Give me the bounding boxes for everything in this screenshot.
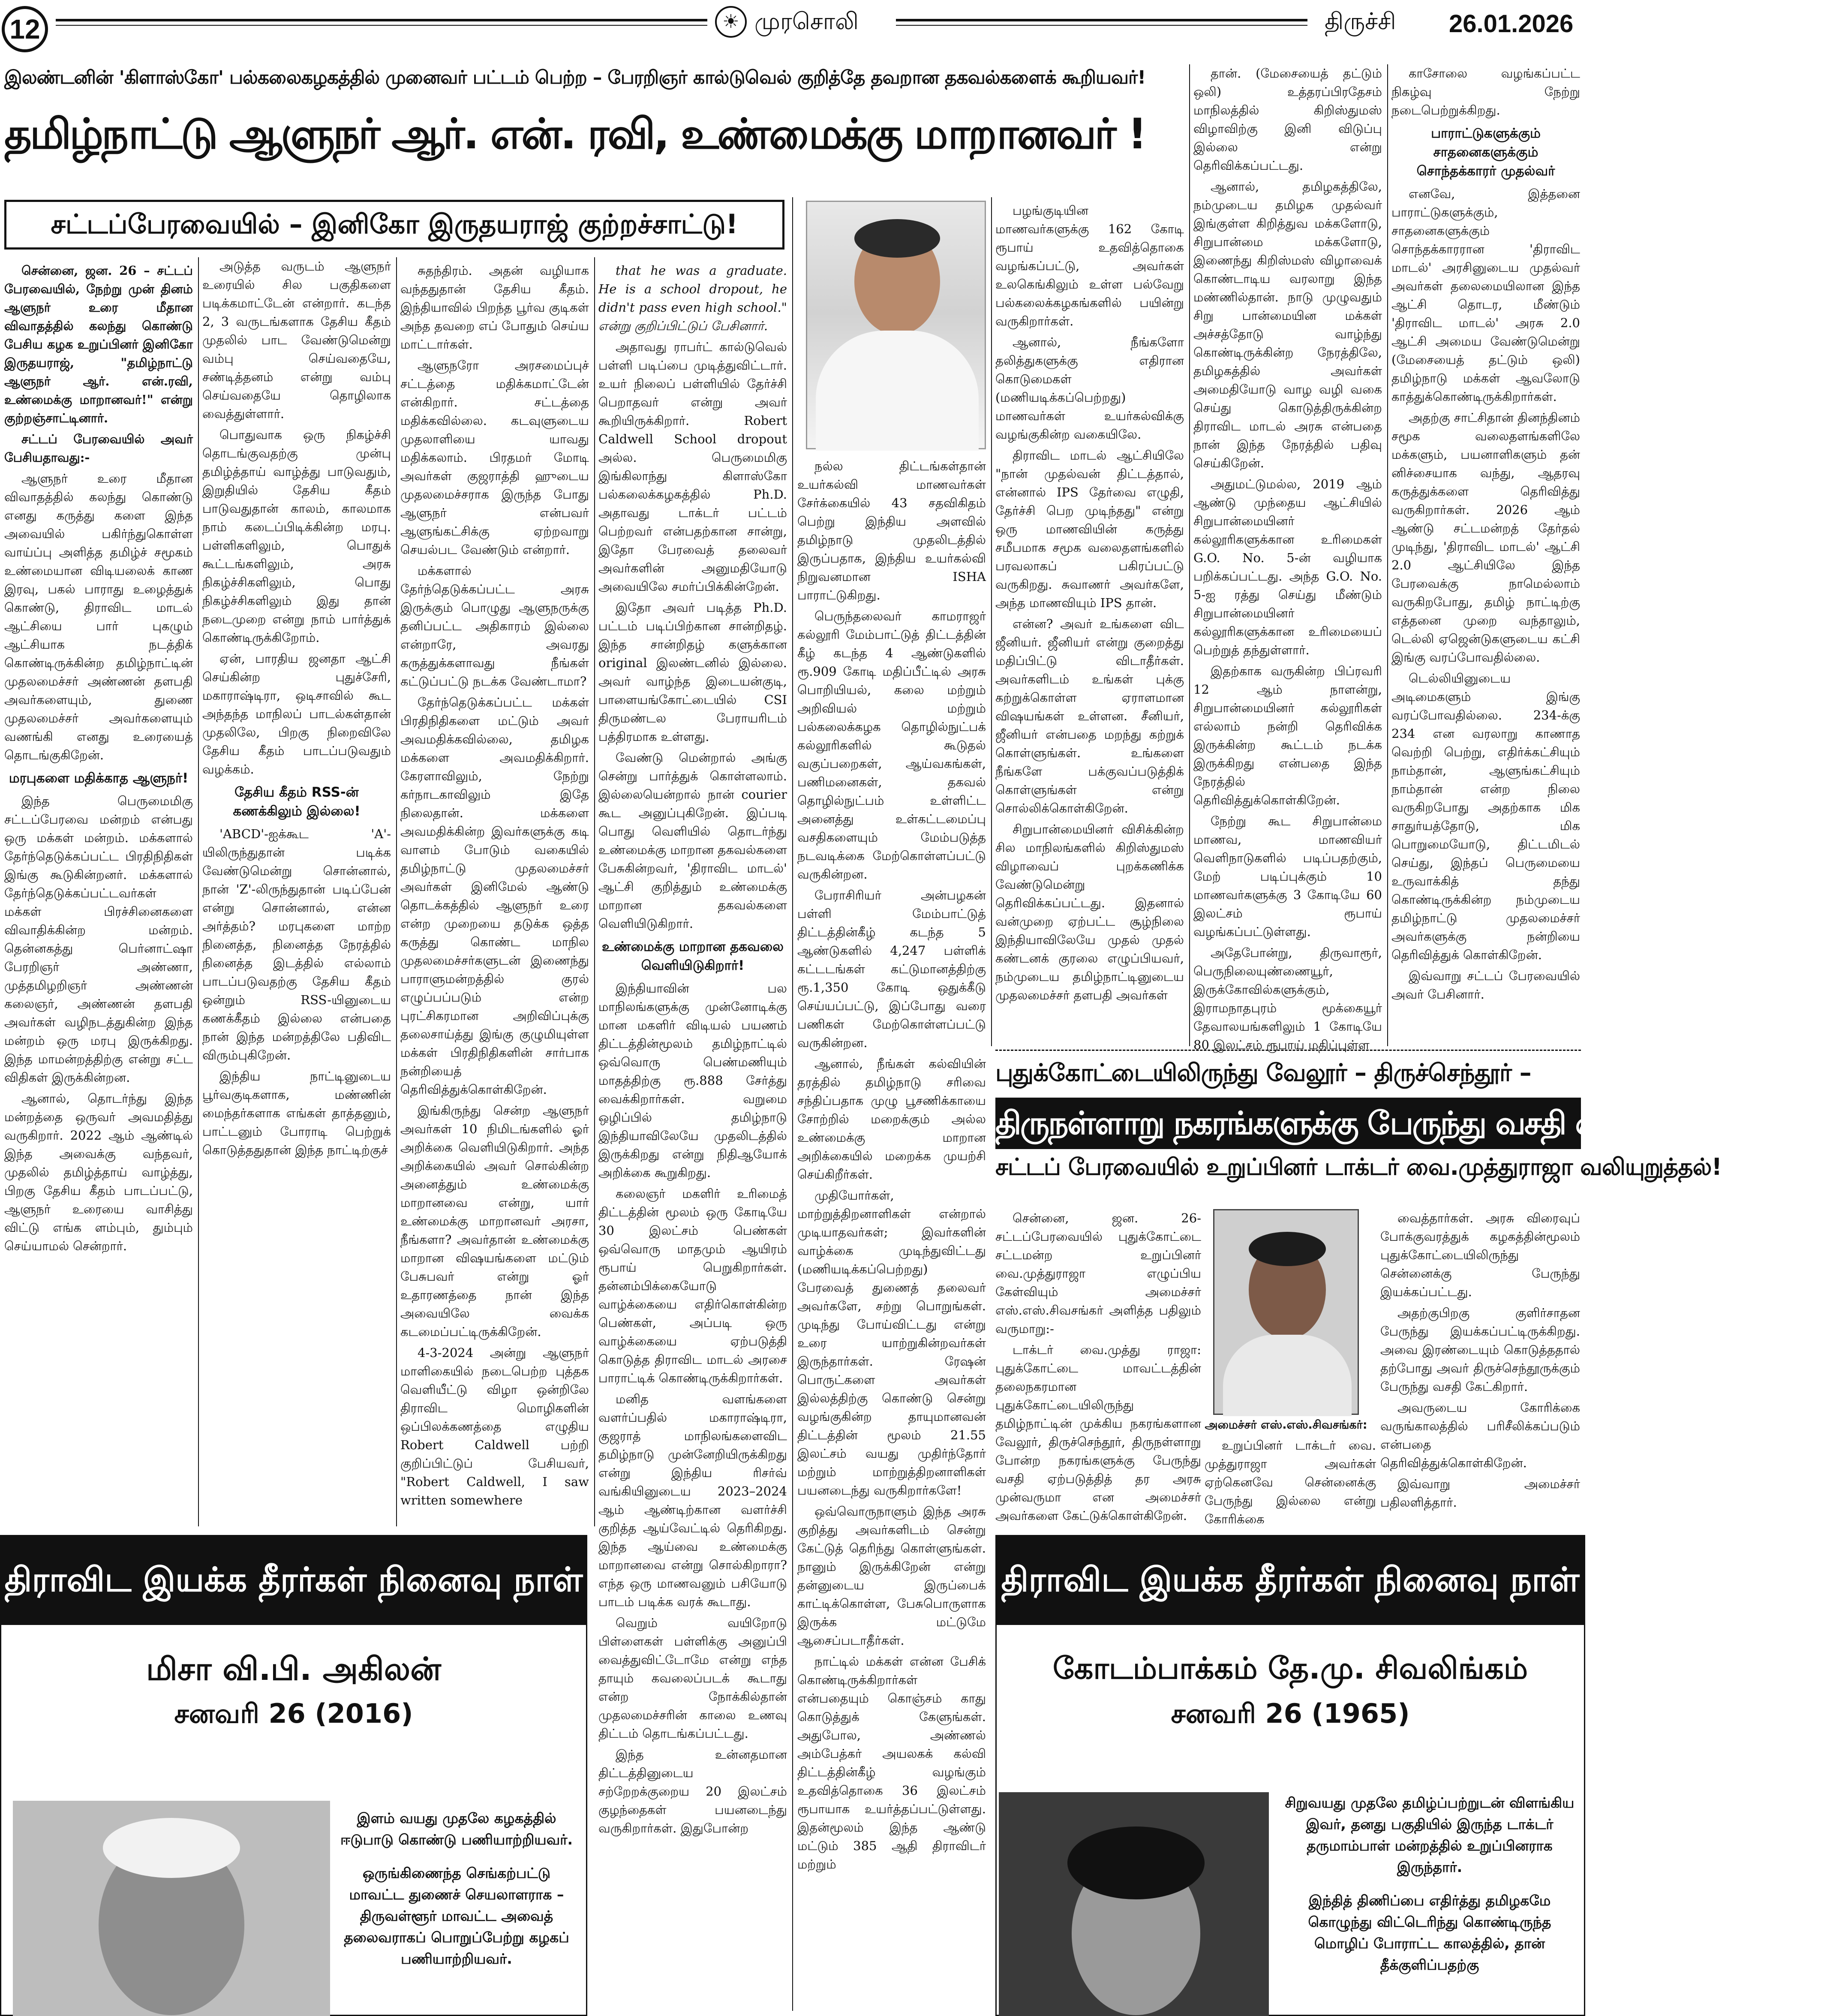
second-col-2-para-4: இவ்வாறு அமைச்சர் பதிலளித்தார். <box>1380 1477 1580 1510</box>
main-col-2-para-1: அடுத்த வருடம் ஆளுநர் உரையில் சில பகுதிகளை படிக்கமாட்டேன் என்றார். கடந்த 2, 3 வருடங்களாக தேசிய கீதம் முதலில் பாட வேண்டுமென்று வம்பு செய்வதையே, சண்டித்தனம் என்று வம்பு செய்வதையே தொழிலாக வைத்துள்ளார். <box>202 259 391 421</box>
main-col-2-subhead: தேசிய கீதம் RSS-ன் கணக்கிலும் இல்லை! <box>233 785 361 819</box>
main-col-8-subhead: பாராட்டுகளுக்கும் சாதனைகளுக்கும் சொந்தக்காரர் முதல்வர் <box>1416 126 1555 179</box>
main-col-4 <box>598 262 787 2011</box>
main-col-4-para-4: வேண்டு மென்றால் அங்கு சென்று பார்த்துக் கொள்ளலாம். இல்லையென்றால் நான் courier கூட அனுப்புகிறேன். இப்படி பொது வெளியில் தொடர்ந்து உண்மைக்கு மாறான தகவல்களை பேசுகின்றவர், 'திராவிட மாடல்' ஆட்சி குறித்தும் உண்மைக்கு மாறான தகவல்களை வெளியிடுகிறார். <box>598 750 787 931</box>
memorial-right-date: சனவரி 26 (1965) <box>1171 1698 1410 1729</box>
main-col-8-para-3: அதற்கு சாட்சிதான் தினந்தினம் சமூக வலைதளங்களிலே மக்களும், பயனாளிகளும் தன் னிச்சையாக வந்து, ஆதரவு கருத்துக்களை தெரிவித்து வருகிறார்கள். 2026 ஆம் ஆண்டு சட்டமன்றத் தேர்தல் முடிந்து, 'திராவிட மாடல்' ஆட்சி 2.0 ஆட்சியிலே இந்த பேரவைக்கு நாமெல்லாம் வருகிறபோது, தமிழ் நாட்டிற்கு எத்தனை முறை வந்தாலும், டெல்லி ஏஜென்டுகளுடைய கட்சி இங்கு வரப்போவதில்லை. <box>1391 410 1580 665</box>
main-col-5-para-2: பெருந்தலைவர் காமராஜர் கல்லூரி மேம்பாட்டுத் திட்டத்தின் கீழ் கடந்த 4 ஆண்டுகளில் ரூ.909 கோடி மதிப்பீட்டில் அரசு பொறியியல், கலை மற்றும் அறிவியல் மற்றும் பல்கலைக்கழக தொழில்நுட்பக் கல்லூரிகளில் கூடுதல் வகுப்பறைகள், ஆய்வகங்கள், பணிமனைகள், தகவல் தொழில்நுட்பம் உள்ளிட்ட அனைத்து உள்கட்டமைப்பு வசதிகளையும் மேம்படுத்த நடவடிக்கை மேற்கொள்ளப்பட்டு வருகின்றன. <box>797 609 986 882</box>
main-col-2-para-3: ஏன், பாரதிய ஜனதா ஆட்சி செய்கின்ற புதுச்சேரி, மகாராஷ்டிரா, ஒடிசாவில் கூட அந்தந்த மாநிலப் பாடல்கள்தான் முதலிலே, பிறகு நிறைவிலே தேசிய கீதம் பாடப்படுவதும் வழக்கம். <box>202 651 391 776</box>
second-story-subhead: சட்டப் பேரவையில் உறுப்பினர் டாக்டர் வை.முத்துராஜா வலியுறுத்தல்! <box>995 1153 1722 1180</box>
main-col-7 <box>1193 64 1382 1052</box>
main-col-6-para-3: திராவிட மாடல் ஆட்சியிலே "நான் முதல்வன் திட்டத்தால், என்னால் IPS தேர்வை எழுதி, தேர்ச்சி பெற முடிந்தது" என்று ஒரு மாணவியின் கருத்து சமீபமாக சமூக வலைதளங்களில் பரவலாகப் பகிரப்பட்டு வருகிறது. சுவாணர் அவர்களே, அந்த மாணவியும் IPS தான். <box>995 448 1184 610</box>
memorial-left-banner: திராவிட இயக்க தீரர்கள் நினைவு நாள் <box>0 1535 587 1625</box>
column-divider <box>396 257 397 1526</box>
photo-shirt-shape <box>1223 1335 1352 1416</box>
main-col-7-para-6: அதேபோன்று, திருவாரூர், பெருநிலையுண்ணையூர், இருக்கோவில்களுக்கும், இராமநாதபுரம் மூக்கையூர் தேவாலயங்களிலும் 1 கோடியே 80 இலட்சம் ரூபாய் மதிப்புள்ள <box>1193 945 1382 1052</box>
masthead-rule-right <box>896 19 1307 21</box>
main-col-1 <box>4 262 193 1522</box>
main-col-7-para-4: இதற்காக வருகின்ற பிப்ரவரி 12 ஆம் நாளன்று, சிறுபான்மையினர் கல்லூரிகள் எல்லாம் நன்றி தெரிவிக்க இருக்கின்ற கூட்டம் நடக்க இருக்கிறது என்பதை இந்த நேரத்தில் தெரிவித்துக்கொள்கிறேன். <box>1193 664 1382 807</box>
main-col-5-para-1: நல்ல திட்டங்கள்தான் உயர்கல்வி மாணவர்கள் சேர்க்கையில் 43 சதவிகிதம் பெற்று இந்திய அளவில் தமிழ்நாடு முதலிடத்தில் இருப்பதாக, இந்திய உயர்கல்வி நிறுவனமான ISHA பாராட்டுகிறது. <box>797 459 986 602</box>
main-col-5-para-7: நாட்டில் மக்கள் என்ன பேசிக் கொண்டிருக்கிறார்கள் என்பதையும் கொஞ்சம் காது கொடுத்துக் கேளுங்கள். அதுபோல, அண்ணல் அம்பேத்கர் அயலகக் கல்வி திட்டத்தின்கீழ் வழங்கும் உதவித்தொகை 36 இலட்சம் ரூபாயாக உயர்த்தப்பட்டுள்ளது. இதன்மூலம் இந்த ஆண்டு மட்டும் 385 ஆதி திராவிடர் மற்றும் <box>797 1654 986 1872</box>
memorial-left-line-2: ஒருங்கிணைந்த செங்கற்பட்டு மாவட்ட துணைச் செயலாளராக – திருவள்ளூர் மாவட்ட அவைத் தலைவராகப் பொறுப்பேற்று கழகப் பணியாற்றியவர். <box>344 1865 569 1967</box>
second-col-2-para-1: வைத்தார்கள். அரசு விரைவுப் போக்குவரத்துக் கழகத்தின்மூலம் புதுக்கோட்டையிலிருந்து சென்னைக்கு பேருந்து இயக்கப்பட்டது. <box>1380 1211 1580 1299</box>
main-col-4-para-5: இந்தியாவின் பல மாநிலங்களுக்கு முன்னோடிக்கு மான மகளிர் விடியல் பயணம் திட்டத்தின்மூலம் தமிழ்நாட்டில் ஒவ்வொரு பெண்மணியும் மாதத்திற்கு ரூ.888 சேர்த்து வைக்கிறார்கள். வறுமை ஒழிப்பில் தமிழ்நாடு இந்தியாவிலேயே முதலிடத்தில் இருக்கிறது என்று நிதிஆயோக் அறிக்கை கூறுகிறது. <box>598 981 787 1180</box>
main-col-5-para-3: பேராசிரியர் அன்பழகன் பள்ளி மேம்பாட்டுத் திட்டத்தின்கீழ் கடந்த 5 ஆண்டுகளில் 4,247 பள்ளிக் கட்டடங்கள் கட்டுமானத்திற்கு ரூ.1,350 கோடி ஒதுக்கீடு செய்யப்பட்டு, இப்போது வரை பணிகள் மேற்கொள்ளப்பட்டு வருகின்றன. <box>797 888 986 1050</box>
memorial-left-portrait <box>13 1801 330 2016</box>
memorial-right-line-2: இந்தித் திணிப்பை எதிர்த்து தமிழகமே கொழுந்து விட்டெரிந்து கொண்டிருந்த மொழிப் போராட்ட காலத்தில், தான் தீக்குளிப்பதற்கு <box>1308 1892 1551 1973</box>
main-col-4-para-6: கலைஞர் மகளிர் உரிமைத் திட்டத்தின் மூலம் ஒரு கோடியே 30 இலட்சம் பெண்கள் ஒவ்வொரு மாதமும் ஆயிரம் ரூபாய் பெறுகிறார்கள். தன்னம்பிக்கையோடு வாழ்க்கையை எதிர்கொள்கின்ற பெண்கள், அப்படி ஒரு வாழ்க்கையை ஏற்படுத்தி கொடுத்த திராவிட மாடல் அரசை பாராட்டிக் கொண்டிருக்கிறார்கள். <box>598 1186 787 1385</box>
second-col-1-para-1: சென்னை, ஜன. 26- சட்டப்பேரவையில் புதுக்கோட்டை சட்டமன்ற உறுப்பினர் வை.முத்துராஜா எழுப்பிய கேள்வியும் அமைச்சர் எஸ்.எஸ்.சிவசங்கர் அளித்த பதிலும் வருமாறு:- <box>995 1211 1201 1336</box>
main-col-3-para-5: இங்கிருந்து சென்ற ஆளுநர் அவர்கள் 10 நிமிடங்களில் ஓர் அறிக்கை வெளியிடுகிறார். அந்த அறிக்கையில் அவர் சொல்கின்ற அனைத்தும் உண்மைக்கு மாறானவை என்று, யார் உண்மைக்கு மாறானவர் அரசா, நீங்களா? அவர்தான் உண்மைக்கு மாறான விஷயங்களை மட்டும் பேசுபவர் என்று ஓர் உதாரணத்தை நான் இந்த அவையிலே வைக்க கடமைப்பட்டிருக்கிறேன். <box>400 1103 589 1339</box>
main-col-8 <box>1391 64 1580 1046</box>
memorial-left-date: சனவரி 26 (2016) <box>174 1698 413 1729</box>
rising-sun-logo-icon: ☀ <box>715 6 747 38</box>
main-col-8-para-2: எனவே, இத்தனை பாராட்டுகளுக்கும், சாதனைகளுக்கும் சொந்தக்காரரான 'திராவிட மாடல்' அரசினுடைய முதல்வர் அவர்கள் தலைமையிலான இந்த ஆட்சி தொடர, மீண்டும் 'திராவிட மாடல்' அரசு 2.0 ஆட்சி அமைய வேண்டுமென்று (மேசையைத் தட்டும் ஒலி) தமிழ்நாடு மக்கள் ஆவலோடு காத்துக்கொண்டிருக்கிறார்கள். <box>1391 187 1580 404</box>
second-story-kicker: புதுக்கோட்டையிலிருந்து வேலூர் – திருச்செந்தூர் – <box>995 1059 1531 1087</box>
column-divider <box>594 257 595 1526</box>
mla-photo-caption: அமைச்சர் எஸ்.எஸ்.சிவசங்கர்: <box>1205 1418 1367 1432</box>
column-divider <box>991 197 992 1046</box>
second-col-2-para-2: அதற்குபிறகு குளிர்சாதன பேருந்து இயக்கப்பட்டிருக்கிறது. அவை இரண்டையும் கொடுத்ததால் தற்போது அவர் திருச்செந்தூருக்கும் பேருந்து வசதி கேட்கிறார். <box>1380 1306 1580 1394</box>
column-divider <box>1189 64 1190 1046</box>
column-divider <box>1387 64 1388 1046</box>
main-col-2-para-4: 'ABCD'-ஐக்கூட 'A'-யிலிருந்துதான் படிக்க வேண்டுமென்று சொன்னால், நான் 'Z'-லிருந்துதான் படிப்பேன் என்று சொன்னால், என்ன அர்த்தம்? மரபுகளை மாற்ற நினைத்த, நினைத்த நேரத்தில் நினைத்த இடத்தில் எல்லாம் பாடப்படுவதற்கு தேசிய கீதம் ஒன்றும் RSS-யினுடைய கணக்கீதம் இல்லை என்பதை நான் இந்த மன்றத்திலே பதிவிட விரும்புகிறேன். <box>202 827 391 1062</box>
mla-photo <box>1213 1209 1359 1415</box>
memorial-left-text <box>334 1808 579 1982</box>
main-col-4-para-9: இந்த உன்னதமான திட்டத்தினுடைய சற்றேறக்குறைய 20 இலட்சம் குழந்தைகள் பயனடைந்து வருகிறார்கள். இதுபோன்ற <box>598 1747 787 1835</box>
main-col-6-para-2: ஆனால், நீங்களோ தலித்துகளுக்கு எதிரான கொடுமைகள் (மணியடிக்கப்பெற்றது) மாணவர்கள் உயர்கல்விக்கு வழங்குகின்ற வகையிலே. <box>995 335 1184 442</box>
main-col-4-para-8: வெறும் வயிறோடு பிள்ளைகள் பள்ளிக்கு அனுப்பி வைத்துவிட்டோமே என்று எந்த தாயும் கவலைப்படக் கூடாது என்ற நோக்கில்தான் முதலமைச்சரின் காலை உணவு திட்டம் தொடங்கப்பட்டது. <box>598 1616 787 1741</box>
main-story-kicker: இலண்டனின் 'கிளாஸ்கோ' பல்கலைகழகத்தில் முனைவர் பட்டம் பெற்ற – பேரறிஞர் கால்டுவெல் குறித்தே தவறான தகவல்களைக் கூறியவர்! <box>4 67 1146 88</box>
main-col-4-para-7: மனித வளங்களை வளர்ப்பதில் மகாராஷ்டிரா, குஜராத் மாநிலங்களைவிட தமிழ்நாடு முன்னேறியிருக்கிறது என்று இந்திய ரிசர்வ் வங்கியினுடைய 2023–2024 ஆம் ஆண்டிற்கான வளர்ச்சி குறித்த ஆய்வேட்டில் தெரிகிறது. இந்த ஆய்வை உண்மைக்கு மாறானவை என்று சொல்கிறாரா? எந்த ஒரு மாணவனும் பசியோடு பாடம் படிக்க வரக் கூடாது. <box>598 1392 787 1609</box>
memorial-left-line-1: இளம் வயது முதலே கழகத்தில் ஈடுபாடு கொண்டு பணியாற்றியவர். <box>340 1810 573 1848</box>
main-col-4-para-3: இதோ அவர் படித்த Ph.D. பட்டம் படிப்பிற்கான சான்றிதழ். இந்த சான்றிதழ் களுக்கான original இலண்டனில் இல்லை. அவர் வாழ்ந்த இடையன்குடி, பாளையங்கோட்டையில் CSI திருமண்டல பேராயரிடம் பத்திரமாக உள்ளது. <box>598 600 787 744</box>
photo-hair-shape <box>854 219 940 258</box>
portrait-hair-shape <box>1067 1826 1205 1899</box>
main-story-subhead: சட்டப்பேரவையில் – இனிகோ இருதயராஜ் குற்றச்சாட்டு! <box>4 200 784 250</box>
issue-date: 26.01.2026 <box>1449 10 1574 38</box>
main-col-7-para-5: நேற்று கூட சிறுபான்மை மாணவ, மாணவியர் வெளிநாடுகளில் படிப்பதற்கும், மேற் படிப்புக்கும் 10 மாணவர்களுக்கு 3 கோடியே 60 இலட்சம் ரூபாய் வழங்கப்பட்டுள்ளது. <box>1193 814 1382 939</box>
main-col-2-para-5: இந்திய நாட்டினுடைய பூர்வகுடிகளாக, மண்ணின் மைந்தர்களாக எங்கள் தாத்தனும், பாட்டனும் போராடி பெற்றுக் கொடுத்ததுதான் இந்த நாட்டிற்குச் <box>202 1069 391 1157</box>
main-col-3-para-1: சுதந்திரம். அதன் வழியாக வந்ததுதான் தேசிய கீதம். இந்தியாவில் பிறந்த பூர்வ குடிகள் அந்த தவறை எப் போதும் செய்ய மாட்டார்கள். <box>400 263 589 352</box>
page-number: 12 <box>2 6 48 52</box>
main-col-6 <box>995 202 1184 1046</box>
paper-name: முரசொலி <box>754 8 859 35</box>
masthead-rule-left <box>56 19 707 21</box>
main-col-1-para-5: ஆனால், தொடர்ந்து இந்த மன்றத்தை ஒருவர் அவமதித்து வருகிறார். 2022 ஆம் ஆண்டில் இந்த அவைக்கு வந்தவர், முதலில் தமிழ்த்தாய் வாழ்த்து, பிறகு தேசிய கீதம் பாடப்பட்டு, ஆளுநர் உரையை வாசித்து விட்டு எங்க ளம்பும், தும்பும் செய்யாமல் சென்றார். <box>4 1091 193 1253</box>
politician-photo <box>806 201 986 449</box>
main-col-3-para-4: தேர்ந்தெடுக்கப்பட்ட மக்கள் பிரதிநிதிகளை மட்டும் அவர் அவமதிக்கவில்லை, தமிழக மக்களை அவமதிக்கிறார். கேரளாவிலும், நேற்று கர்நாடகாவிலும் இதே நிலைதான். மக்களை அவமதிக்கின்ற இவர்களுக்கு கடி வாளம் போடும் வகையில் தமிழ்நாட்டு முதலமைச்சர் அவர்கள் இனிமேல் ஆண்டு தொடக்கத்தில் ஆளுநர் உரை என்ற முறையை தடுக்க ஒத்த கருத்து கொண்ட மாநில முதலமைச்சர்களுடன் இணைந்து பாராளுமன்றத்தில் குரல் எழுப்பப்படும் என்ற புரட்சிகரமான அறிவிப்புக்கு தலைசாய்த்து இங்கு குழுமியுள்ள மக்கள் பிரதிநிதிகளின் சார்பாக நன்றியைத் தெரிவித்துக்கொள்கிறேன். <box>400 695 589 1097</box>
main-col-2 <box>202 202 391 1522</box>
main-col-1-para-3: ஆளுநர் உரை மீதான விவாதத்தில் கலந்து கொண்டு எனது கருத்து களை இந்த அவையில் பகிர்ந்துகொள்ள வாய்ப்பு அளித்த தமிழ்ச் சமூகம் உண்மையான விடியலைக் காண இரவு, பகல் பாராது உழைத்துக் கொண்டு, திராவிட மாடல் ஆட்சியை பார் புகழும் ஆட்சியாக நடத்திக் கொண்டிருக்கின்ற தமிழ்நாட்டின் முதலமைச்சர் அண்ணன் தளபதி அவர்களையும், துணை முதலமைச்சர் அவர்களையும் வணங்கி எனது உரையைத் தொடங்குகிறேன். <box>4 471 193 762</box>
main-col-3-para-6: 4-3-2024 அன்று ஆளுநர் மாளிகையில் நடைபெற்ற புத்தக வெளியீட்டு விழா ஒன்றிலே திராவிட மொழிகளின் ஒப்பிலக்கணத்தை எழுதிய Robert Caldwell பற்றி குறிப்பிட்டுப் பேசியவர், "Robert Caldwell, I saw written somewhere <box>400 1345 589 1507</box>
main-col-3-para-2: ஆளுநரோ அரசமைப்புச் சட்டத்தை மதிக்கமாட்டேன் என்கிறார். சட்டத்தை மதிக்கவில்லை. கடவுளுடைய முதலாளியை யாவது மதிக்கலாம். பிரதமர் மோடி அவர்கள் குஜராத்தி ஹுடைய முதலமைச்சராக இருந்த போது ஆளுநர் என்பவர் ஆளுங்கட்சிக்கு ஏற்றவாறு செயல்பட வேண்டும் என்றார். <box>400 358 589 557</box>
column-divider <box>198 257 199 1526</box>
memorial-right-portrait <box>999 1792 1269 2016</box>
memorial-right-banner: திராவிட இயக்க தீரர்கள் நினைவு நாள் <box>995 1535 1585 1625</box>
main-col-4-para-2: அதாவது ராபர்ட் கால்டுவெல் பள்ளி படிப்பை முடித்துவிட்டார். உயர் நிலைப் பள்ளியில் தேர்ச்சி பெறாதவர் என்று அவர் கூறியிருக்கிறார். Robert Caldwell School dropout அல்ல. பெருமைமிகு இங்கிலாந்து கிளாஸ்கோ பல்கலைக்கழகத்தில் Ph.D. அதாவது டாக்டர் பட்டம் பெற்றவர் என்பதற்கான சான்று, இதோ பேரவைத் தலைவர் அவர்களின் அனுமதியோடு அவையிலே சமர்ப்பிக்கின்றேன். <box>598 340 787 594</box>
second-col-2-para-3: அவருடைய கோரிக்கை வருங்காலத்தில் பரிசீலிக்கப்படும் என்பதை தெரிவித்துக்கொள்கிறேன். <box>1380 1400 1580 1470</box>
main-col-5 <box>797 457 986 2009</box>
main-col-4-para-1: that he was a graduate. He is a school dropout, he didn't pass even high school." என்று குறிப்பிட்டுப் பேசினார். <box>598 263 787 333</box>
main-col-1-para-2: சட்டப் பேரவையில் அவர் பேசியதாவது:- <box>4 432 193 465</box>
main-col-6-para-5: சிறுபான்மையினர் விசிக்கின்ற சில மாநிலங்களில் கிறிஸ்துமஸ் விழாவைப் புறக்கணிக்க வேண்டுமென்று தெரிவிக்கப்பட்டது. இதனால் வன்முறை ஏற்பட்ட சூழ்நிலை இந்தியாவிலேயே முதல் முதல் கண்டனக் குரலை எழுப்பியவர், நம்முடைய தமிழ்நாட்டினுடைய முதலமைச்சர் தளபதி அவர்கள் <box>995 822 1184 1002</box>
main-col-1-subhead: மரபுகளை மதிக்காத ஆளுநர்! <box>9 770 189 786</box>
second-col-1-para-2: டாக்டர் வை.முத்து ராஜா: புதுக்கோட்டை மாவட்டத்தின் தலைநகரமான புதுக்கோட்டையிலிருந்து தமிழ்நாட்டின் முக்கிய நகரங்களான வேலூர், திருச்செந்தூர், திருநள்ளாறு போன்ற நகரங்களுக்கு பேருந்து வசதி ஏற்படுத்தித் தர அரசு முன்வருமா என அமைச்சர் அவர்களை கேட்டுக்கொள்கிறேன். <box>995 1342 1201 1523</box>
memorial-right-name: கோடம்பாக்கம் தே.மு. சிவலிங்கம் <box>1052 1651 1528 1686</box>
main-col-1-para-1: சென்னை, ஜன. 26 – சட்டப் பேரவையில், நேற்று முன் தினம் ஆளுநர் உரை மீதான விவாதத்தில் கலந்து கொண்டு பேசிய கழக உறுப்பினர் இனிகோ இருதயராஜ், "தமிழ்நாட்டு ஆளுநர் ஆர். என்.ரவி, உண்மைக்கு மாறானவர்!" என்று குற்றஞ்சாட்டினார். <box>4 263 193 425</box>
second-col-3-para-1: உறுப்பினர் டாக்டர் வை. முத்துராஜா அவர்கள் ஏற்கெனவே சென்னைக்கு பேருந்து இல்லை என்று கோரிக்கை <box>1205 1438 1376 1526</box>
memorial-left-name: மிசா வி.பி. அகிலன் <box>146 1651 441 1688</box>
column-divider <box>792 197 793 2011</box>
photo-shirt-shape <box>816 331 979 451</box>
main-col-8-para-5: இவ்வாறு சட்டப் பேரவையில் அவர் பேசினார். <box>1391 969 1580 1002</box>
main-col-1-para-4: இந்த பெருமைமிகு சட்டப்பேரவை மன்றம் என்பது ஒரு மக்கள் மன்றம். மக்களால் தேர்ந்தெடுக்கப்பட்ட பிரதிநிதிகள் இங்கு கூடுகின்றனர். மக்களால் தேர்ந்தெடுக்கப்பட்டவர்கள் மக்கள் பிரச்சினைகளை விவாதிக்கின்ற மன்றம். தென்னகத்து பெர்னாட்ஷா பேரறிஞர் அண்ணா, முத்தமிழறிஞர் அண்ணன் கலைஞர், அண்ணன் தளபதி அவர்கள் வழிநடத்துகின்ற இந்த மன்றம் ஒரு மரபு இருக்கிறது. இந்த மாமன்றத்திற்கு என்று சட்ட விதிகள் இருக்கின்றன. <box>4 794 193 1085</box>
main-col-5-para-5: முதியோர்கள், மாற்றுத்திறனாளிகள் என்றால் முடியாதவர்கள்; இவர்களின் வாழ்க்கை முடிந்துவிட்டது (மணியடிக்கப்பெற்றது) பேரவைத் துணைத் தலைவர் அவர்களே, சற்று பொறுங்கள். முடிந்து போய்விட்டது என்று உரை யாற்றுகின்றவர்கள் இருந்தார்கள். ரேஷன் பொருட்களை அவர்கள் இல்லத்திற்கு கொண்டு சென்று வழங்குகின்ற தாயுமானவன் திட்டத்தின் மூலம் 21.55 இலட்சம் வயது முதிர்ந்தோர் மற்றும் மாற்றுத்திறனாளிகள் பயனடைந்து வருகிறார்களே! <box>797 1188 986 1498</box>
memorial-right-line-1: சிறுவயது முதலே தமிழ்ப்பற்றுடன் விளங்கிய இவர், தனது பகுதியில் இருந்த டாக்டர் தருமாம்பாள் மன்றத்தில் உறுப்பினராக இருந்தார். <box>1285 1794 1575 1875</box>
main-story-headline: தமிழ்நாட்டு ஆளுநர் ஆர். என். ரவி, உண்மைக்கு மாறானவர் ! <box>4 110 1145 159</box>
masthead-rule-left-thin <box>56 25 707 26</box>
main-col-3-para-3: மக்களால் தேர்ந்தெடுக்கப்பட்ட அரசு இருக்கும் பொழுது ஆளுநருக்கு தனிப்பட்ட அதிகாரம் இல்லை என்றாரே, அவரது கருத்துக்களாவது நீங்கள் கட்டுப்பட்டு நடக்க வேண்டாமா? <box>400 563 589 689</box>
portrait-hair-shape <box>103 1818 240 1878</box>
edition-name: திருச்சி <box>1325 8 1396 35</box>
main-col-8-para-1: காசோலை வழங்கப்பட்ட நிகழ்வு நேற்று நடைபெற்றுக்கிறது. <box>1391 66 1580 117</box>
main-col-4-subhead: உண்மைக்கு மாறான தகவலை வெளியிடுகிறார்! <box>602 939 784 973</box>
main-col-8-para-4: டெல்லியினுடைய அடிமைகளும் இங்கு வரப்போவதில்லை. 234-க்கு 234 என வரலாறு காணாத வெற்றி பெற்று, எதிர்க்கட்சியும் நாம்தான், ஆளுங்கட்சியும் நாம்தான் என்ற நிலை வருகிறபோது அதற்காக மிக சாதுர்யத்தோடு, மிக பொறுமையோடு, திட்டமிடல் செய்து, இந்தப் பெருமையை உருவாக்கித் தந்து கொண்டிருக்கின்ற நம்முடைய தமிழ்நாட்டு முதலமைச்சர் அவர்களுக்கு நன்றியை தெரிவித்துக் கொள்கிறேன். <box>1391 671 1580 962</box>
main-col-5-para-6: ஒவ்வொருநாளும் இந்த அரசு குறித்து அவர்களிடம் சென்று கேட்டுத் தெரிந்து கொள்ளுங்கள். நானும் இருக்கிறேன் என்று தன்னுடைய இருப்பைக் காட்டிக்கொள்ள, பேசுபொருளாக இருக்க மட்டுமே ஆசைப்படாதீர்கள். <box>797 1504 986 1648</box>
second-story-headline: திருநள்ளாறு நகரங்களுக்கு பேருந்து வசதி ஏற்படுத்தித் தாரீர்! <box>995 1098 1581 1149</box>
main-col-2-para-2: பொதுவாக ஒரு நிகழ்ச்சி தொடங்குவதற்கு முன்பு தமிழ்த்தாய் வாழ்த்து பாடுவதும், இறுதியில் தேசிய கீதம் பாடுவதுதான் காலம், காலமாக நாம் கடைப்பிடிக்கின்ற மரபு. பள்ளிகளிலும், பொதுக் கூட்டங்களிலும், அரசு நிகழ்ச்சிகளிலும், பொது நிகழ்ச்சிகளிலும் இது தான் நடைமுறை என்று நாம் பார்த்துக் கொண்டிருக்கிறோம். <box>202 427 391 645</box>
main-col-3 <box>400 262 589 1522</box>
memorial-right-text <box>1282 1792 1578 1988</box>
masthead-rule-right-thin <box>896 25 1307 26</box>
second-story-top-rule <box>995 1050 1581 1053</box>
masthead <box>0 0 1585 56</box>
main-col-7-para-2: ஆனால், தமிழகத்திலே, நம்முடைய தமிழக முதல்வர் இங்குள்ள கிறித்துவ மக்களோடு, சிறுபான்மை மக்களோடு, இணைந்து கிறிஸ்மஸ் விழாவைக் கொண்டாடிய வரலாறு இந்த மண்ணில்தான். நாடு முழுவதும் சிறு பான்மையின மக்கள் அச்சத்தோடு வாழ்ந்து கொண்டிருக்கின்ற நேரத்திலே, தமிழகத்தில் அவர்கள் அமைதியோடு வாழ வழி வகை செய்து கொடுத்திருக்கின்ற திராவிட மாடல் அரசு என்பதை நான் இந்த நேரத்தில் பதிவு செய்கிறேன். <box>1193 179 1382 470</box>
main-col-6-para-4: என்ன? அவர் உங்களை விட ஜீனியர். ஜீனியர் என்று குறைத்து மதிப்பிட்டு விடாதீர்கள். அவர்களிடம் உங்கள் புக்கு கற்றுக்கொள்ள ஏராளமான விஷயங்கள் உள்ளன. சீனியர், ஜீனியர் என்பதை மறந்து கற்றுக் கொள்ளுங்கள். உங்களை நீங்களே பக்குவப்படுத்திக் கொள்ளுங்கள் என்று சொல்லிக்கொள்கிறேன். <box>995 617 1184 815</box>
main-col-6-para-1: பழங்குடியின மாணவர்களுக்கு 162 கோடி ரூபாய் உதவித்தொகை வழங்கப்பட்டு, அவர்கள் உலகெங்கிலும் உள்ள பல்வேறு பல்கலைக்கழகங்களில் பயின்று வருகிறார்கள். <box>995 203 1184 328</box>
main-col-7-para-3: அதுமட்டுமல்ல, 2019 ஆம் ஆண்டு முந்தைய ஆட்சியில் சிறுபான்மையினர் கல்லூரிகளுக்கான உரிமைகள் G.O. No. 5-ன் வழியாக பறிக்கப்பட்டது. அந்த G.O. No. 5-ஐ ரத்து செய்து மீண்டும் சிறுபான்மையினர் கல்லூரிகளுக்கான உரிமையைப் பெற்றுத் தந்துள்ளார். <box>1193 477 1382 657</box>
main-col-5-para-4: ஆனால், நீங்கள் கல்வியின் தரத்தில் தமிழ்நாடு சரிவை சந்திப்பதாக முழு பூசணிக்காயை சோற்றில் மறைக்கும் அல்ல உண்மைக்கு மாறான அறிக்கையில் மறைக்க முயற்சி செய்கிறீர்கள். <box>797 1056 986 1182</box>
photo-hair-shape <box>1249 1232 1326 1266</box>
main-col-7-para-1: தான். (மேசையைத் தட்டும் ஒலி) உத்தரப்பிரதேசம் மாநிலத்தில் கிறிஸ்துமஸ் விழாவிற்கு இனி விடுப்பு இல்லை என்று தெரிவிக்கப்பட்டது. <box>1193 66 1382 173</box>
